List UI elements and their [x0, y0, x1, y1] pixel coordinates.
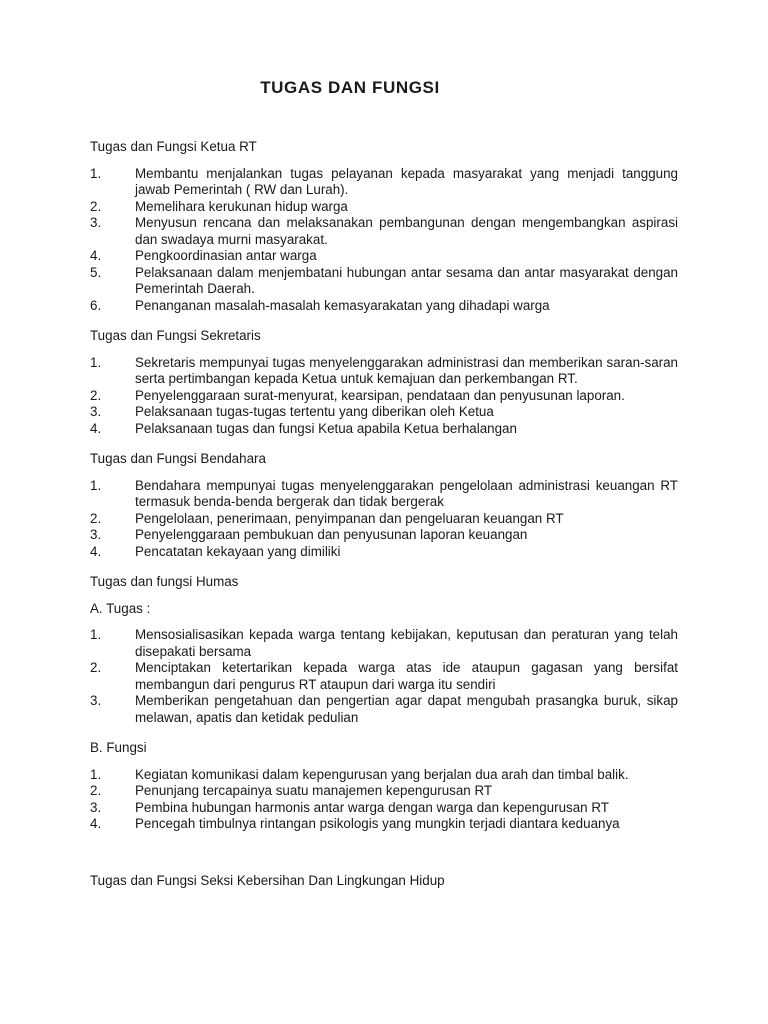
section [90, 574, 678, 591]
section-heading: B. Fungsi [90, 740, 147, 755]
list-item-number: 1. [90, 766, 102, 782]
list-item-number: 3. [90, 799, 102, 815]
list-item-text: Pelaksanaan dalam menjembatani hubungan antar sesama dan antar masyarakat dengan Pemerintah Daerah. [135, 264, 678, 296]
list-item-text: Pencatatan kekayaan yang dimiliki [135, 543, 341, 559]
list-item-number: 1. [90, 354, 102, 370]
list-item-text: Memberikan pengetahuan dan pengertian agar dapat mengubah prasangka buruk, sikap melawan, apatis dan ketidak pedulian [135, 693, 678, 725]
section [90, 451, 678, 560]
list-item [90, 478, 678, 511]
list-item-number: 3. [90, 527, 102, 542]
list-item [90, 660, 678, 693]
section-heading: Tugas dan Fungsi Ketua RT [90, 139, 257, 154]
list-item-text: Pencegah timbulnya rintangan psikologis yang mungkin terjadi diantara keduanya [135, 816, 620, 831]
list-item-text: Pengkoordinasian antar warga [135, 248, 317, 263]
document-body [90, 139, 678, 899]
list-item-number: 2. [90, 387, 102, 403]
list-item [90, 627, 678, 660]
list-item-text: Menciptakan ketertarikan kepada warga atas ide ataupun gagasan yang bersifat membangun dari pengurus RT ataupun dari warga itu sendiri [135, 660, 678, 692]
section [90, 601, 678, 727]
section-heading: Tugas dan Fungsi Bendahara [90, 451, 266, 466]
list-item-text: Pengelolaan, penerimaan, penyimpanan dan pengeluaran keuangan RT [135, 510, 564, 526]
list-item-number: 2. [90, 510, 102, 526]
section-heading-kebersihan: Tugas dan Fungsi Seksi Kebersihan Dan Lingkungan Hidup [90, 872, 445, 888]
list-item [90, 767, 678, 784]
list-item-text: Pelaksanaan tugas dan fungsi Ketua apabila Ketua berhalangan [135, 420, 517, 436]
list-item-text: Sekretaris mempunyai tugas menyelenggarakan administrasi dan memberikan saran-saran serta pertimbangan kepada Ketua untuk kemajuan dan perkembangan RT. [135, 354, 678, 386]
list-item-number: 6. [90, 297, 102, 313]
section-heading: Tugas dan Fungsi Sekretaris [90, 328, 261, 343]
list-item-number: 3. [90, 215, 102, 230]
section [90, 139, 678, 314]
list-item [90, 199, 678, 216]
list-item [90, 783, 678, 800]
list-item-number: 1. [90, 627, 102, 642]
section-heading: A. Tugas : [90, 600, 151, 616]
document-title: TUGAS DAN FUNGSI [260, 78, 440, 97]
list-item [90, 215, 678, 248]
list-item [90, 527, 678, 544]
list-item-number: 5. [90, 264, 102, 280]
list-item [90, 816, 678, 833]
list-item [90, 421, 678, 438]
section [90, 328, 678, 437]
list-item-number: 1. [90, 477, 102, 493]
list-item-text: Mensosialisasikan kepada warga tentang kebijakan, keputusan dan peraturan yang telah disepakati bersama [135, 627, 678, 659]
list-item-text: Penyelenggaraan surat-menyurat, kearsipan, pendataan dan penyusunan laporan. [135, 387, 625, 403]
list-item-number: 4. [90, 816, 102, 831]
list-item-text: Penanganan masalah-masalah kemasyarakatan yang dihadapi warga [135, 297, 550, 313]
list-item-number: 2. [90, 198, 102, 214]
list-item-text: Bendahara mempunyai tugas menyelenggarakan pengelolaan administrasi keuangan RT termasuk benda-benda bergerak dan tidak bergerak [135, 477, 678, 509]
list-item [90, 693, 678, 726]
list-item-number: 4. [90, 248, 102, 263]
list-item [90, 265, 678, 298]
list-item-number: 2. [90, 660, 102, 675]
list-item-number: 3. [90, 404, 102, 419]
list-item [90, 800, 678, 817]
list-item [90, 355, 678, 388]
list-item-text: Kegiatan komunikasi dalam kepengurusan yang berjalan dua arah dan timbal balik. [135, 766, 629, 782]
section-heading: Tugas dan fungsi Humas [90, 574, 239, 589]
list-item-number: 1. [90, 165, 102, 181]
sections-container [90, 139, 678, 833]
list-item-number: 4. [90, 543, 102, 559]
list-item-text: Menyusun rencana dan melaksanakan pembangunan dengan mengembangkan aspirasi dan swadaya murni masyarakat. [135, 215, 678, 247]
list-item [90, 248, 678, 265]
list-item [90, 166, 678, 199]
list-item-number: 3. [90, 693, 102, 708]
list-item-text: Penyelenggaraan pembukuan dan penyusunan laporan keuangan [135, 527, 528, 542]
list-item-text: Membantu menjalankan tugas pelayanan kepada masyarakat yang menjadi tanggung jawab Pemerintah ( RW dan Lurah). [135, 165, 678, 197]
list-item [90, 404, 678, 421]
list-item-text: Memelihara kerukunan hidup warga [135, 198, 348, 214]
list-item-number: 2. [90, 783, 102, 798]
list-item-text: Pembina hubungan harmonis antar warga dengan warga dan kepengurusan RT [135, 799, 609, 815]
list-item-text: Pelaksanaan tugas-tugas tertentu yang diberikan oleh Ketua [135, 404, 494, 419]
list-item-number: 4. [90, 420, 102, 436]
list-item [90, 298, 678, 315]
list-item [90, 544, 678, 561]
section [90, 740, 678, 833]
list-item [90, 388, 678, 405]
list-item-text: Penunjang tercapainya suatu manajemen kepengurusan RT [135, 783, 493, 798]
list-item [90, 511, 678, 528]
